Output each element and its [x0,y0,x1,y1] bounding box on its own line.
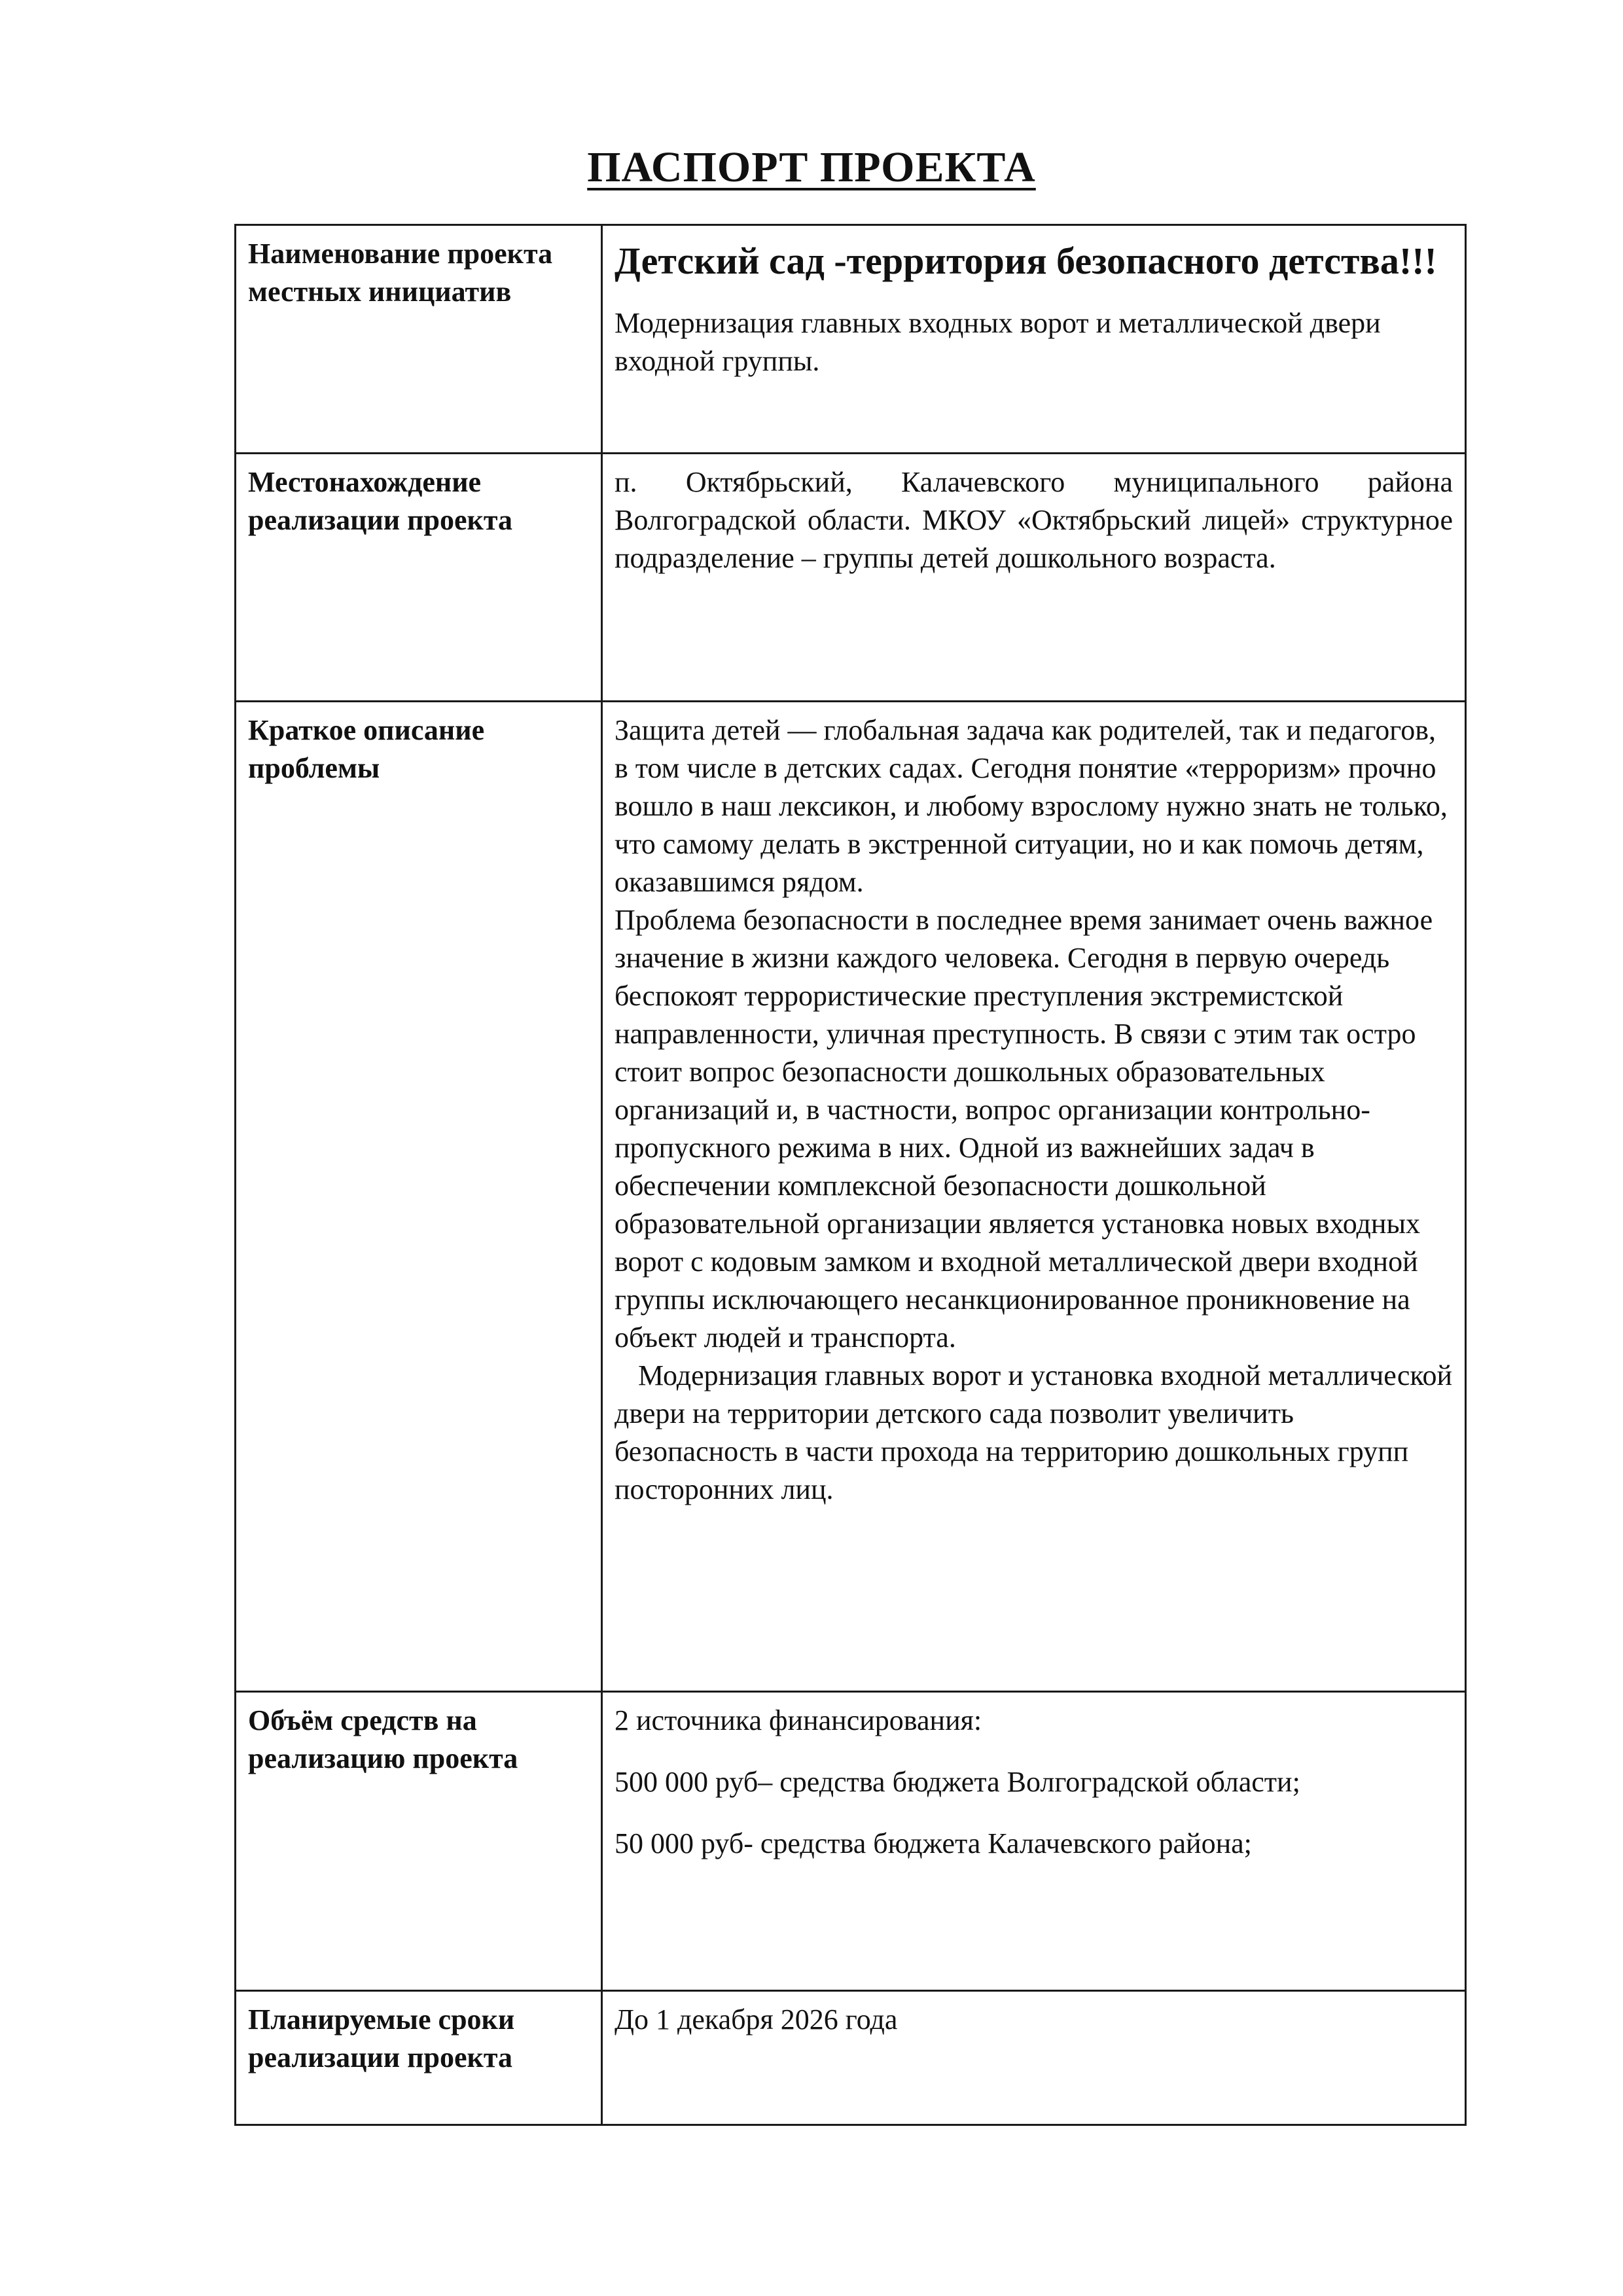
value-cell [602,454,1466,702]
problem-paragraph-1: Защита детей — глобальная задача как родителей, так и педагогов, в том числе в детских садах. Сегодня понятие «терроризм» прочно вошло в наш лексикон, и любому взрослому нужно знать не только, что самому делать в экстренной ситуации, но и как помочь детям, оказавшимся рядом. [615,714,1448,898]
value-cell [602,1991,1466,2125]
table-row-project-name [236,225,1466,454]
problem-paragraph-2: Проблема безопасности в последнее время занимает очень важное значение в жизни каждого человека. Сегодня в первую очередь беспокоят террористические преступления экстремистской направленности, уличная преступность. В связи с этим так остро стоит вопрос безопасности дошкольных образовательных организаций и, в частности, вопрос организации контрольно-пропускного режима в них. Одной из важнейших задач в обеспечении комплексной безопасности дошкольной образовательной организации является установка новых входных ворот с кодовым замком и входной металлической двери входной группы исключающего несанкционированное проникновение на объект людей и транспорта. [615,904,1433,1354]
label-cell [236,1692,602,1991]
label-cell [236,225,602,454]
project-name-subtitle: Модернизация главных входных ворот и металлической двери входной группы. [615,307,1381,377]
funding-line-regional: 500 000 руб– средства бюджета Волгоградской области; [615,1766,1300,1798]
location-text: п. Октябрьский, Калачевского муниципального района Волгоградской области. МКОУ «Октябрьский лицей» структурное подразделение – группы детей дошкольного возраста. [615,466,1453,574]
project-passport-table [234,224,1467,2126]
project-name-label: Наименование проекта местных инициатив [248,238,553,308]
value-cell [602,702,1466,1692]
terms-label: Планируемые сроки реализации проекта [248,2003,515,2073]
table-row-funding [236,1692,1466,1991]
table-row-location [236,454,1466,702]
problem-label: Краткое описание проблемы [248,714,485,784]
label-cell [236,454,602,702]
document-title: ПАСПОРТ ПРОЕКТА [587,143,1036,191]
terms-text: До 1 декабря 2026 года [615,2003,898,2036]
table-row-terms [236,1991,1466,2125]
funding-line-district: 50 000 руб- средства бюджета Калачевского района; [615,1827,1252,1859]
value-cell [602,225,1466,454]
label-cell [236,1991,602,2125]
table-row-problem [236,702,1466,1692]
funding-label: Объём средств на реализацию проекта [248,1704,518,1774]
project-name-title: Детский сад -территория безопасного детства!!! [615,240,1437,282]
value-cell [602,1692,1466,1991]
funding-line-sources: 2 источника финансирования: [615,1704,982,1736]
location-label: Местонахождение реализации проекта [248,466,513,536]
problem-paragraph-3: Модернизация главных ворот и установка входной металлической двери на территории детского сада позволит увеличить безопасность в части прохода на территорию дошкольных групп посторонних лиц. [615,1359,1453,1505]
label-cell [236,702,602,1692]
